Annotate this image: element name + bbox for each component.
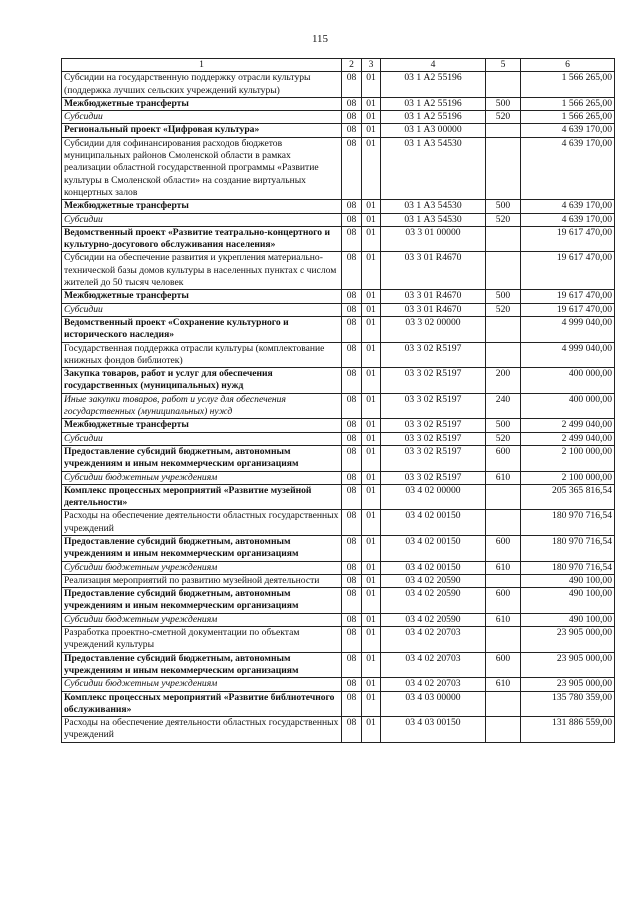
header-amount: 6 [521, 59, 615, 72]
table-row [62, 588, 615, 614]
row-name: Субсидии [62, 213, 342, 226]
row-target-article: 03 3 02 R5197 [381, 419, 486, 432]
row-subsection: 01 [362, 717, 381, 743]
row-name: Предоставление субсидий бюджетным, автономным учреждениям и иным некоммерческим организациям [62, 588, 342, 614]
row-expense-type: 520 [486, 303, 521, 316]
row-expense-type [486, 72, 521, 98]
row-target-article: 03 3 02 R5197 [381, 368, 486, 394]
row-subsection: 01 [362, 368, 381, 394]
row-expense-type [486, 226, 521, 252]
table-row [62, 72, 615, 98]
row-section: 08 [342, 652, 362, 678]
row-name: Предоставление субсидий бюджетным, автономным учреждениям и иным некоммерческим организациям [62, 535, 342, 561]
table-row [62, 200, 615, 213]
row-section: 08 [342, 613, 362, 626]
row-amount: 180 970 716,54 [521, 535, 615, 561]
row-amount: 2 499 040,00 [521, 419, 615, 432]
header-section: 2 [342, 59, 362, 72]
row-expense-type: 520 [486, 111, 521, 124]
row-target-article: 03 4 02 00150 [381, 510, 486, 536]
row-name: Комплекс процессных мероприятий «Развитие библиотечного обслуживания» [62, 691, 342, 717]
table-row [62, 561, 615, 574]
row-name: Ведомственный проект «Сохранение культурного и исторического наследия» [62, 316, 342, 342]
row-subsection: 01 [362, 252, 381, 290]
row-target-article: 03 4 02 20590 [381, 588, 486, 614]
row-section: 08 [342, 419, 362, 432]
row-section: 08 [342, 432, 362, 445]
row-expense-type: 520 [486, 432, 521, 445]
table-row [62, 717, 615, 743]
budget-table [61, 58, 615, 743]
table-row [62, 97, 615, 110]
row-amount: 1 566 265,00 [521, 111, 615, 124]
row-expense-type [486, 691, 521, 717]
row-target-article: 03 3 02 R5197 [381, 342, 486, 368]
row-subsection: 01 [362, 137, 381, 199]
row-name: Межбюджетные трансферты [62, 419, 342, 432]
row-target-article: 03 3 01 R4670 [381, 252, 486, 290]
row-target-article: 03 4 02 20703 [381, 678, 486, 691]
row-amount: 2 100 000,00 [521, 445, 615, 471]
row-amount: 131 886 559,00 [521, 717, 615, 743]
row-section: 08 [342, 252, 362, 290]
row-amount: 19 617 470,00 [521, 303, 615, 316]
row-name: Субсидии [62, 303, 342, 316]
row-expense-type: 500 [486, 419, 521, 432]
row-amount: 180 970 716,54 [521, 561, 615, 574]
row-expense-type: 500 [486, 97, 521, 110]
row-expense-type: 610 [486, 613, 521, 626]
row-expense-type [486, 484, 521, 510]
row-expense-type: 600 [486, 445, 521, 471]
table-row [62, 535, 615, 561]
table-row [62, 368, 615, 394]
row-amount: 490 100,00 [521, 588, 615, 614]
row-amount: 4 999 040,00 [521, 316, 615, 342]
row-section: 08 [342, 226, 362, 252]
row-subsection: 01 [362, 445, 381, 471]
row-name: Субсидии бюджетным учреждениям [62, 678, 342, 691]
row-target-article: 03 1 А2 55196 [381, 111, 486, 124]
row-subsection: 01 [362, 316, 381, 342]
row-section: 08 [342, 510, 362, 536]
row-name: Субсидии бюджетным учреждениям [62, 561, 342, 574]
row-expense-type: 600 [486, 652, 521, 678]
table-row [62, 393, 615, 419]
row-subsection: 01 [362, 97, 381, 110]
row-subsection: 01 [362, 111, 381, 124]
row-section: 08 [342, 200, 362, 213]
header-name: 1 [62, 59, 342, 72]
row-target-article: 03 3 01 R4670 [381, 290, 486, 303]
row-amount: 4 639 170,00 [521, 213, 615, 226]
table-row [62, 316, 615, 342]
row-expense-type: 600 [486, 588, 521, 614]
table-body [62, 72, 615, 742]
table-row [62, 574, 615, 587]
table-row [62, 627, 615, 653]
row-target-article: 03 4 02 20703 [381, 652, 486, 678]
row-name: Закупка товаров, работ и услуг для обеспечения государственных (муниципальных) нужд [62, 368, 342, 394]
row-section: 08 [342, 445, 362, 471]
row-amount: 490 100,00 [521, 574, 615, 587]
row-expense-type: 610 [486, 561, 521, 574]
row-name: Субсидии для софинансирования расходов бюджетов муниципальных районов Смоленской области в рамках реализации областной государственной программы «Развитие культуры в Смоленской области» на создание виртуальных концертных залов [62, 137, 342, 199]
row-section: 08 [342, 97, 362, 110]
row-amount: 2 499 040,00 [521, 432, 615, 445]
row-name: Предоставление субсидий бюджетным, автономным учреждениям и иным некоммерческим организациям [62, 445, 342, 471]
row-expense-type: 240 [486, 393, 521, 419]
row-subsection: 01 [362, 393, 381, 419]
row-name: Государственная поддержка отрасли культуры (комплектование книжных фондов библиотек) [62, 342, 342, 368]
row-expense-type [486, 137, 521, 199]
row-amount: 400 000,00 [521, 368, 615, 394]
row-name: Субсидии бюджетным учреждениям [62, 613, 342, 626]
table-row [62, 652, 615, 678]
table-row [62, 137, 615, 199]
row-section: 08 [342, 393, 362, 419]
row-subsection: 01 [362, 432, 381, 445]
row-subsection: 01 [362, 303, 381, 316]
table-row [62, 445, 615, 471]
table-row [62, 691, 615, 717]
row-amount: 19 617 470,00 [521, 252, 615, 290]
table-row [62, 510, 615, 536]
row-subsection: 01 [362, 588, 381, 614]
row-name: Межбюджетные трансферты [62, 97, 342, 110]
row-target-article: 03 1 А3 54530 [381, 137, 486, 199]
row-name: Межбюджетные трансферты [62, 200, 342, 213]
row-section: 08 [342, 574, 362, 587]
row-name: Ведомственный проект «Развитие театрально-концертного и культурно-досугового обслуживания населения» [62, 226, 342, 252]
row-name: Реализация мероприятий по развитию музейной деятельности [62, 574, 342, 587]
row-expense-type [486, 717, 521, 743]
row-target-article: 03 3 02 R5197 [381, 445, 486, 471]
table-row [62, 111, 615, 124]
row-name: Субсидии на обеспечение развития и укрепления материально-технической базы домов культуры в населенных пунктах с числом жителей до 50 тысяч человек [62, 252, 342, 290]
row-subsection: 01 [362, 510, 381, 536]
row-name: Иные закупки товаров, работ и услуг для обеспечения государственных (муниципальных) нужд [62, 393, 342, 419]
row-amount: 1 566 265,00 [521, 97, 615, 110]
row-target-article: 03 3 01 R4670 [381, 303, 486, 316]
row-section: 08 [342, 484, 362, 510]
row-name: Субсидии [62, 432, 342, 445]
row-expense-type: 610 [486, 471, 521, 484]
row-expense-type: 200 [486, 368, 521, 394]
row-expense-type: 500 [486, 200, 521, 213]
row-section: 08 [342, 290, 362, 303]
row-target-article: 03 3 02 00000 [381, 316, 486, 342]
row-section: 08 [342, 691, 362, 717]
row-section: 08 [342, 137, 362, 199]
row-amount: 4 639 170,00 [521, 200, 615, 213]
table-row [62, 213, 615, 226]
row-section: 08 [342, 303, 362, 316]
row-subsection: 01 [362, 342, 381, 368]
row-subsection: 01 [362, 72, 381, 98]
row-subsection: 01 [362, 627, 381, 653]
table-row [62, 432, 615, 445]
row-section: 08 [342, 471, 362, 484]
row-section: 08 [342, 342, 362, 368]
row-target-article: 03 4 02 20703 [381, 627, 486, 653]
row-expense-type [486, 316, 521, 342]
row-name: Региональный проект «Цифровая культура» [62, 124, 342, 137]
row-target-article: 03 1 А3 54530 [381, 200, 486, 213]
row-amount: 23 905 000,00 [521, 627, 615, 653]
row-subsection: 01 [362, 226, 381, 252]
row-amount: 135 780 359,00 [521, 691, 615, 717]
row-subsection: 01 [362, 471, 381, 484]
row-subsection: 01 [362, 124, 381, 137]
header-expense-type: 5 [486, 59, 521, 72]
row-section: 08 [342, 72, 362, 98]
row-section: 08 [342, 368, 362, 394]
table-header-row [62, 59, 615, 72]
row-expense-type [486, 342, 521, 368]
page-number: 115 [311, 33, 329, 45]
header-target-article: 4 [381, 59, 486, 72]
row-amount: 180 970 716,54 [521, 510, 615, 536]
row-amount: 490 100,00 [521, 613, 615, 626]
row-section: 08 [342, 316, 362, 342]
row-expense-type: 500 [486, 290, 521, 303]
table-row [62, 613, 615, 626]
row-target-article: 03 1 А2 55196 [381, 97, 486, 110]
row-section: 08 [342, 111, 362, 124]
row-subsection: 01 [362, 613, 381, 626]
table-row [62, 226, 615, 252]
row-subsection: 01 [362, 213, 381, 226]
row-subsection: 01 [362, 200, 381, 213]
row-amount: 4 639 170,00 [521, 124, 615, 137]
row-target-article: 03 3 02 R5197 [381, 432, 486, 445]
row-amount: 19 617 470,00 [521, 226, 615, 252]
row-target-article: 03 4 02 00150 [381, 535, 486, 561]
row-amount: 23 905 000,00 [521, 652, 615, 678]
row-target-article: 03 3 01 00000 [381, 226, 486, 252]
table-row [62, 678, 615, 691]
row-target-article: 03 4 02 00000 [381, 484, 486, 510]
row-section: 08 [342, 561, 362, 574]
table-row [62, 252, 615, 290]
row-expense-type: 600 [486, 535, 521, 561]
row-name: Межбюджетные трансферты [62, 290, 342, 303]
row-amount: 1 566 265,00 [521, 72, 615, 98]
row-amount: 19 617 470,00 [521, 290, 615, 303]
row-name: Предоставление субсидий бюджетным, автономным учреждениям и иным некоммерческим организациям [62, 652, 342, 678]
row-section: 08 [342, 124, 362, 137]
row-section: 08 [342, 588, 362, 614]
row-name: Расходы на обеспечение деятельности областных государственных учреждений [62, 510, 342, 536]
row-amount: 4 639 170,00 [521, 137, 615, 199]
row-target-article: 03 4 02 00150 [381, 561, 486, 574]
row-section: 08 [342, 627, 362, 653]
row-subsection: 01 [362, 691, 381, 717]
row-target-article: 03 1 А3 54530 [381, 213, 486, 226]
row-expense-type [486, 627, 521, 653]
row-expense-type [486, 252, 521, 290]
row-subsection: 01 [362, 678, 381, 691]
row-section: 08 [342, 717, 362, 743]
row-subsection: 01 [362, 574, 381, 587]
row-subsection: 01 [362, 652, 381, 678]
table-row [62, 484, 615, 510]
table-row [62, 303, 615, 316]
row-name: Разработка проектно-сметной документации по объектам учреждений культуры [62, 627, 342, 653]
row-amount: 4 999 040,00 [521, 342, 615, 368]
row-target-article: 03 3 02 R5197 [381, 471, 486, 484]
row-expense-type [486, 574, 521, 587]
row-name: Расходы на обеспечение деятельности областных государственных учреждений [62, 717, 342, 743]
row-subsection: 01 [362, 535, 381, 561]
row-subsection: 01 [362, 561, 381, 574]
row-target-article: 03 3 02 R5197 [381, 393, 486, 419]
row-target-article: 03 1 А3 00000 [381, 124, 486, 137]
row-amount: 2 100 000,00 [521, 471, 615, 484]
row-target-article: 03 1 А2 55196 [381, 72, 486, 98]
table-row [62, 471, 615, 484]
row-expense-type: 520 [486, 213, 521, 226]
row-section: 08 [342, 535, 362, 561]
row-expense-type [486, 124, 521, 137]
row-subsection: 01 [362, 419, 381, 432]
row-amount: 23 905 000,00 [521, 678, 615, 691]
row-target-article: 03 4 03 00150 [381, 717, 486, 743]
row-name: Комплекс процессных мероприятий «Развитие музейной деятельности» [62, 484, 342, 510]
header-subsection: 3 [362, 59, 381, 72]
table-row [62, 290, 615, 303]
table-row [62, 419, 615, 432]
row-amount: 400 000,00 [521, 393, 615, 419]
row-target-article: 03 4 02 20590 [381, 574, 486, 587]
row-expense-type [486, 510, 521, 536]
row-amount: 205 365 816,54 [521, 484, 615, 510]
row-subsection: 01 [362, 290, 381, 303]
table-row [62, 342, 615, 368]
row-name: Субсидии [62, 111, 342, 124]
row-section: 08 [342, 678, 362, 691]
row-target-article: 03 4 03 00000 [381, 691, 486, 717]
row-name: Субсидии на государственную поддержку отрасли культуры (поддержка лучших сельских учреждений культуры) [62, 72, 342, 98]
table-row [62, 124, 615, 137]
row-target-article: 03 4 02 20590 [381, 613, 486, 626]
row-name: Субсидии бюджетным учреждениям [62, 471, 342, 484]
row-subsection: 01 [362, 484, 381, 510]
row-section: 08 [342, 213, 362, 226]
row-expense-type: 610 [486, 678, 521, 691]
